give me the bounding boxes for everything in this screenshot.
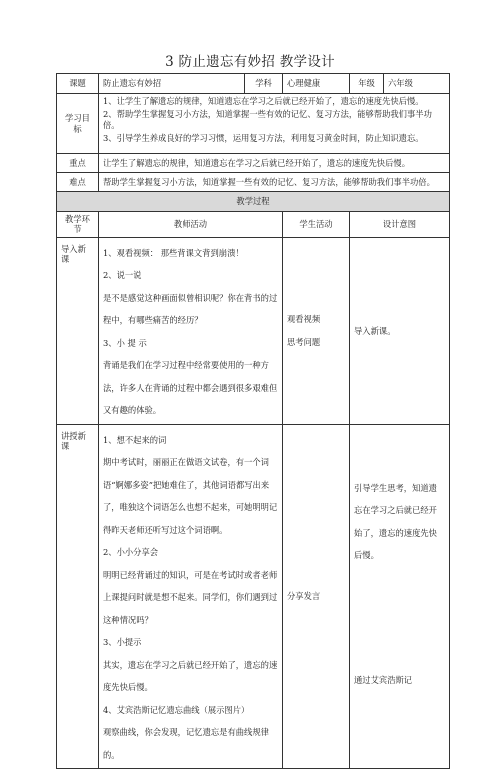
process-section-row — [57, 192, 450, 212]
goal-item: 3、引导学生养成良好的学习习惯，运用复习方法，利用复习黄金时间，防止知识遗忘。 — [103, 133, 424, 144]
intro-row — [57, 237, 450, 424]
teacher-step: 2、说一说 — [103, 270, 142, 281]
course-label: 课题 — [57, 74, 99, 94]
header-stage: 教学环节 — [57, 212, 99, 238]
difficulty-row — [57, 173, 450, 192]
goal-item: 1、让学生了解遗忘的规律，知道遗忘在学习之后就已经开始了，遗忘的速度先快后慢。 — [103, 96, 424, 106]
teacher-paragraph: 其实，遗忘在学习之后就已经开始了，遗忘的速度先快后慢。 — [103, 659, 278, 693]
new-intent — [350, 424, 450, 769]
teacher-step: 1、想不起来的词 — [103, 434, 167, 445]
intro-student — [283, 237, 350, 424]
key-point-text: 让学生了解遗忘的规律，知道遗忘在学习之后就已经开始了，遗忘的速度先快后慢。 — [99, 154, 450, 173]
teacher-paragraph: 背诵是我们在学习过程中经常要使用的一种方法，许多人在背诵的过程中都会遇到很多艰难但又有趣的体验。 — [103, 360, 278, 416]
key-point-row — [57, 154, 450, 173]
teacher-step: 1、观看视频： 那些背课文背到崩溃！ — [103, 247, 244, 258]
header-student: 学生活动 — [283, 212, 350, 238]
teacher-step: 3、小提示 — [103, 637, 142, 648]
grade-value: 六年级 — [384, 74, 450, 94]
grade-label: 年级 — [350, 74, 384, 94]
key-point-label: 重点 — [57, 154, 99, 173]
new-student: 分享发言 — [283, 424, 350, 769]
lesson-plan-table — [56, 73, 450, 769]
intro-teacher — [99, 237, 283, 424]
new-stage — [57, 424, 99, 769]
teacher-step: 2、小小分享会 — [103, 547, 159, 558]
info-row — [57, 74, 450, 94]
new-teacher — [99, 424, 283, 769]
header-teacher: 教师活动 — [99, 212, 283, 238]
intent-text-continued: 通过艾宾浩斯记 — [354, 674, 413, 685]
teacher-paragraph: 是不是感觉这种画面似曾相识呢？你在背书的过程中，有哪些痛苦的经历？ — [103, 292, 278, 326]
intro-intent: 导入新课。 — [350, 237, 450, 424]
teacher-paragraph: 明明已经背诵过的知识，可是在考试时或者老师上课提问时就是想不起来。同学们，你们遇到过这种情况吗？ — [103, 569, 278, 625]
intro-stage-label: 导入新课 — [61, 243, 86, 265]
student-activity: 观看视频 — [287, 314, 321, 325]
difficulty-label: 难点 — [57, 173, 99, 192]
process-section-title: 教学过程 — [57, 192, 450, 212]
course-value: 防止遗忘有妙招 — [99, 74, 245, 94]
subject-value: 心理健康 — [283, 74, 350, 94]
new-lesson-row — [57, 424, 450, 769]
teacher-step: 4、艾宾浩斯记忆遗忘曲线（展示图片） — [103, 704, 250, 715]
teacher-paragraph: 观察曲线，你会发现，记忆遗忘是有曲线规律的。 — [103, 727, 269, 760]
student-activity: 思考问题 — [287, 336, 321, 347]
intro-stage — [57, 237, 99, 424]
process-header-row — [57, 212, 450, 238]
teacher-step: 3、小 提 示 — [103, 337, 147, 348]
goals-content — [99, 94, 450, 154]
header-intent: 设计意图 — [350, 212, 450, 238]
document-title: 3 防止遗忘有妙招 教学设计 — [165, 54, 335, 70]
subject-label: 学科 — [245, 74, 283, 94]
intent-text: 引导学生思考，知道遗忘在学习之后就已经开始了，遗忘的速度先快后慢。 — [354, 482, 437, 561]
teacher-paragraph: 期中考试时，丽丽正在做语文试卷，有一个词语“婀娜多姿”把她难住了，其他词语都写出来了，唯独这个词语怎么也想不起来，可她明明记得昨天老师还听写过这个词语啊。 — [103, 457, 278, 535]
goals-label: 学习目标 — [57, 94, 99, 154]
new-stage-label: 讲授新课 — [61, 430, 86, 452]
difficulty-text: 帮助学生掌握复习小方法，知道掌握一些有效的记忆、复习方法，能够帮助我们事半功倍。 — [99, 173, 450, 192]
goal-item: 2、帮助学生掌握复习小方法，知道掌握一些有效的记忆、复习方法，能够帮助我们事半功倍。 — [103, 109, 432, 130]
goals-row — [57, 94, 450, 154]
